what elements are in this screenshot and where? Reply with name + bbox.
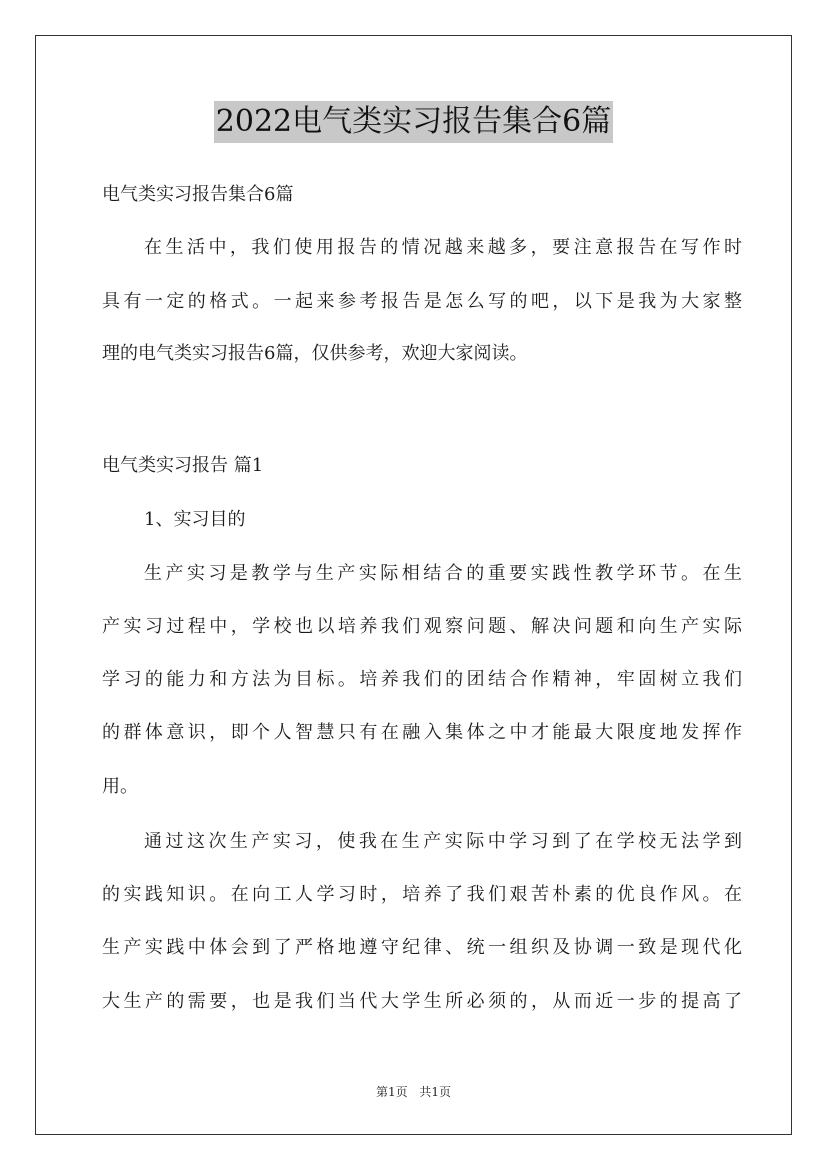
paragraph2-line-2: 的实践知识。在向工人学习时，培养了我们艰苦朴素的优良作风。在 [102,884,742,905]
paragraph2-line-3: 生产实践中体会到了严格地遵守纪律、统一组织及协调一致是现代化 [102,937,742,958]
paragraph1-line-3: 学习的能力和方法为目标。培养我们的团结合作精神，牢固树立我们 [102,669,742,690]
intro-line-3: 理的电气类实习报告6篇，仅供参考，欢迎大家阅读。 [102,343,528,364]
title-container [0,101,827,143]
document-subtitle: 电气类实习报告集合6篇 [102,184,294,205]
item-heading: 1、实习目的 [144,509,246,530]
paragraph1-line-2: 产实习过程中，学校也以培养我们观察问题、解决问题和向生产实际 [102,616,742,637]
page-footer [0,1084,827,1100]
page-total: 共1页 [419,1085,452,1099]
section-heading: 电气类实习报告 篇1 [102,455,264,476]
intro-line-2: 具有一定的格式。一起来参考报告是怎么写的吧，以下是我为大家整 [102,291,742,312]
intro-line-1: 在生活中，我们使用报告的情况越来越多，要注意报告在写作时 [144,237,742,258]
paragraph1-line-1: 生产实习是教学与生产实际相结合的重要实践性教学环节。在生 [144,563,742,584]
document-title: 2022电气类实习报告集合6篇 [214,101,613,143]
paragraph2-line-1: 通过这次生产实习，使我在生产实际中学习到了在学校无法学到 [144,831,742,852]
paragraph2-line-4: 大生产的需要，也是我们当代大学生所必须的，从而近一步的提高了 [102,991,742,1012]
paragraph1-line-5: 用。 [102,776,138,797]
page-number: 第1页 [375,1085,408,1099]
paragraph1-line-4: 的群体意识，即个人智慧只有在融入集体之中才能最大限度地发挥作 [102,722,742,743]
